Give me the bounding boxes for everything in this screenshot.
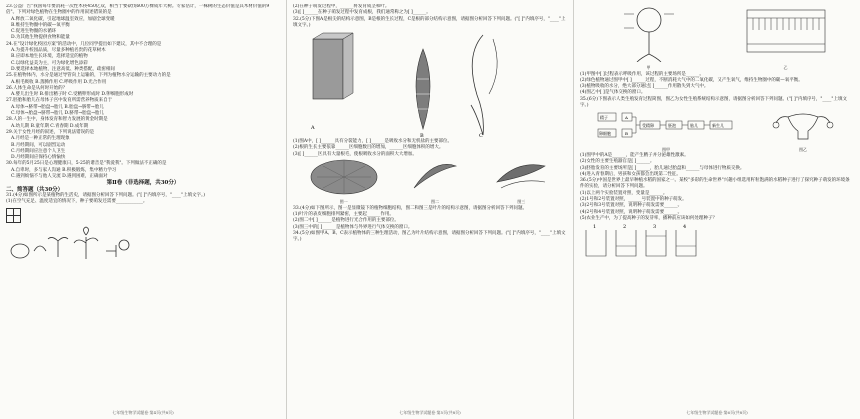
figure-one-caption: 图一 [339, 199, 348, 205]
question-text: 30.每年的5月25日是心理健康日，5·25的谐音是"我爱我"。下列做法不正确的是 [6, 161, 167, 167]
question-text: (2)根的生长主要依靠______区细胞数目的增加，______区细胞体积的增大。 [293, 145, 444, 151]
beaker-4 [676, 224, 696, 256]
flow-fetus: 胎儿 [690, 123, 698, 129]
answer-option: B.应即本地生长环境，选择适宜的植物 [11, 54, 88, 60]
question-text: (1)在空气充足、温度适宜的情况下，种子要萌发还需要____________。 [6, 199, 148, 205]
question-text: 33.(4分)如下图所示，图一是显微镜下的植物细胞结构，图二和图三是叶片的结构示意图，请据图分析回答下列问题。 [293, 205, 528, 211]
exam-page-5 [287, 0, 574, 419]
question-text: 27.胚胎和胎儿在母体子宫中发育所需营养物质来自于 [6, 98, 113, 104]
page-6-questions-top [580, 72, 854, 110]
page-5-questions-middle [293, 139, 567, 158]
page-5-questions-bottom [293, 206, 567, 244]
question-text: 34.(5分)如图甲A、B、C表示植物体的三种生理活动，图乙为叶片结构示意图，请据图分析回答下列问题。("[ ]"内填序号，"____"上填文字。) [293, 230, 566, 243]
figure-three-caption: 图三 [517, 199, 526, 205]
answer-option: A.根毛吸收 B.蒸腾作用 C.呼吸作用 D.光合作用 [11, 79, 107, 85]
page-4-footer: 七年级生物学试题卷·第4页(共8页) [112, 410, 174, 415]
flow-a: A [625, 115, 628, 121]
answer-option: C.月经期间应注意个人卫生 [11, 148, 66, 154]
reproduction-figures [580, 109, 854, 153]
answer-option: C.遇到烦恼不与他人交流 D.遇到困难，正确面对 [11, 174, 108, 180]
beaker-1 [586, 224, 606, 256]
beaker-2 [616, 224, 636, 256]
question-text: 29.关于女性月经的叙述，下列说法错误的是 [6, 129, 95, 135]
question-text: 23.公益广告"我国每年要消耗一次性木筷450亿双，相当于要砍伐600万棵成年大树。专家估计，一株树的生态价值是其木材价值的9倍"。下列对绿色植物在生物圈中的作用叙述错误的是 [6, 4, 270, 16]
answer-option: A.自卑时，多与家人沟通 B.积极锻炼，集中精力学习 [11, 167, 117, 173]
figure-yi [741, 4, 831, 72]
question-text: (2)在种子萌发过程中，______将发育成茎和叶。 [293, 4, 390, 9]
answer-option: A.幼儿期 B.童年期 C.青春期 D.成年期 [11, 123, 89, 129]
question-text: (3)[ ]______在种子萌发过程中发育成根，我们通常称之为[ ]______。 [293, 10, 431, 16]
exam-page-6 [574, 0, 860, 419]
question-text: (3)胚胎发育的主要场所是[ ]______，胎儿通过胎盘和______与母体进行物质交换。 [580, 165, 745, 171]
page-4-questions [6, 4, 280, 206]
plant-processes-figure [604, 4, 694, 62]
answer-option: C.促进生物圈的水循环 [11, 29, 57, 35]
exam-page-4 [0, 0, 287, 419]
leaf-cross-section-figure [410, 158, 460, 196]
beaker-3 [646, 224, 666, 256]
page-5-content [293, 4, 567, 403]
figure-jia-flow-caption: 图甲 [662, 146, 670, 152]
page-6-content [580, 4, 854, 403]
answer-option: A.为提升校园品质，尽量多种植名贵的花草树木 [11, 48, 106, 54]
root-tip-figure [293, 29, 543, 139]
question-text: 26.人体生命是从何时开始的？ [6, 85, 68, 91]
question-text: (1)叶片的表皮细胞排列紧密，主要起______作用。 [293, 211, 394, 217]
fig32-label-b: B [420, 133, 424, 140]
question-text: (2)绿色植物通过图甲中[ ]______过程，不断消耗大气中的二氧化碳，又产生氧气，维持生物圈中的碳—氧平衡。 [580, 77, 803, 83]
beaker-4-label: 4 [683, 224, 687, 231]
fig32-label-c: C [479, 133, 483, 140]
seed-germination-beakers [580, 222, 700, 262]
answer-option: B.月经期间，可以剧烈运动 [11, 142, 66, 148]
beaker-3-label: 3 [653, 224, 657, 231]
question-text: (3)图三中的[ ]______是植物体与外界进行气体交换的窗口。 [293, 224, 413, 230]
fig32-label-a: A [311, 125, 315, 132]
question-text: (5)农业生产中，为了提高种子的发芽率，播种前应该如何处理种子？ [580, 215, 717, 221]
section-heading: 二、简答题（共30分） [6, 186, 64, 193]
reproduction-flowchart [596, 109, 736, 143]
leaf-structure-figure [741, 4, 831, 62]
answer-option: A.月经是一种正常的生理现象 [11, 136, 70, 142]
figure-yi-uterus [768, 109, 838, 153]
question-text: 25.在植物体内，水分是通过导管向上运输的，下列为植物水分运输的主要动力的是 [6, 73, 171, 79]
question-text: (2)图二中[ ]______是植物进行光合作用的主要部位。 [293, 218, 399, 224]
flow-zygote: 受精卵 [642, 123, 654, 129]
figure-jia [604, 4, 694, 72]
figure-one [309, 158, 379, 206]
leaf-figures [293, 158, 567, 206]
figure-two-caption: 图二 [430, 199, 439, 205]
answer-option: C.母体→胎盘→脐带→胎儿 D.脐带→胎盘→胎儿 [11, 111, 104, 117]
figure-jia-flow [596, 109, 736, 153]
flow-blastocyst: 胚泡 [668, 123, 676, 129]
photosynthesis-figures [580, 4, 854, 72]
beaker-1-label: 1 [593, 224, 597, 231]
question-text: 28.人的一生中，身体发育和智力发展的黄金时期是 [6, 117, 108, 123]
question-text: (3)[ ]______区具有大量根毛，使根吸收水分的面积大大增加。 [293, 151, 417, 157]
question-text: 32.(5分)下图A是根尖的结构示意图，B是根的生长过程，C是根的部分结构示意图，请据图分析回答下列问题。("[ ]"内填序号，"____"上填文字。) [293, 16, 566, 28]
answer-option: A.母体→脐带→胎盘→胎儿 B.胎盘→脐带→胎儿 [11, 104, 104, 110]
figure-two [410, 158, 460, 206]
answer-option: D.月经期间应保持心情愉快 [11, 155, 66, 161]
question-text: 36.(5分)中国是世界上最早种植水稻的国家之一。某校"多彩的生命世界"兴趣小组选用籽粒饱满的水稻种子进行了探究种子萌发的环境条件的实验，请分析回答下列问题。 [580, 178, 850, 190]
female-reproductive-figure [768, 109, 838, 143]
page-5-footer: 七年级生物学试题卷·第5页(共8页) [399, 410, 461, 415]
question-text: (3)植物吸收的水分，绝大部分通过[ ]______作用散失到大气中。 [580, 84, 709, 90]
answer-option: C.以绿化益美为主，可为绿化增色添彩 [11, 60, 88, 66]
page-6-footer: 七年级生物学试题卷·第6页(共8页) [686, 410, 748, 415]
question-text: (1)图A中，[ ]______具有分裂能力，[ ]______是吸收水分和无机盐的主要部位。 [293, 139, 453, 145]
answer-option: D.要选择本地植物，注意高低、种类搭配，疏密相间 [11, 66, 115, 72]
stomata-figure [491, 158, 551, 196]
question-text: (2)1号和2号装置对照，______号装置中的种子萌发。 [580, 197, 687, 203]
cell-micrograph-figure [309, 158, 379, 196]
answer-option: A.释放二氧化碳，引起地球温室效应，加剧全球变暖 [11, 16, 115, 22]
question-text: (1)以上两个实验装置对照，变量是______。 [580, 190, 668, 196]
question-text: (4)2号和4号装置对照，说明种子萌发需要______。 [580, 209, 683, 215]
answer-option: B.维持生物圈中的碳—氧平衡 [11, 22, 70, 28]
score-table [6, 208, 21, 223]
question-text: (3)2号和3号装置对照，说明种子萌发需要______。 [580, 203, 683, 209]
figure-yi-caption: 乙 [783, 65, 788, 71]
answer-option: D.为其他生物提供食物和能量 [11, 35, 70, 41]
question-text: (1)甲图中[ ]过程表示呼吸作用，该过程的主要场所是______。 [580, 71, 704, 77]
page-6-questions-bottom [580, 153, 854, 222]
question-text: (2)女性的主要生殖器官是[ ]______。 [580, 159, 655, 165]
question-text: (4)进入青春期后，男孩和女孩都会出现第二性征。 [580, 171, 681, 177]
page-5-questions-top [293, 4, 567, 29]
flow-newborn: 新生儿 [712, 123, 724, 129]
figure-yi-uterus-caption: 图乙 [799, 146, 807, 152]
question-text: (1)图甲中的A是______，能产生精子并分泌雄性激素。 [580, 152, 689, 158]
question-text: (4)图乙中[ ]是气体交换的窗口。 [580, 90, 646, 96]
flow-sperm: 精子 [600, 115, 608, 121]
section-heading: 第Ⅱ卷（非选择题，共30分） [106, 180, 180, 187]
answer-option: A.婴儿出生时 B.排出精子时 C.受精卵形成时 D.卵细胞形成时 [11, 92, 134, 98]
beaker-2-label: 2 [623, 224, 627, 231]
question-text: 24.在"设计绿化校园方案"的活动中，几位同学提出如下建议，其中不合理的是 [6, 41, 162, 47]
plant-lifecycle-figure [6, 225, 136, 265]
page-4-content [6, 4, 280, 403]
question-text: 35.(6分)下图表示人类生殖发育过程简图，图乙为女性生殖系统结构示意图，请据图分析回答下列问题。("[ ]"内填序号，"____"上填文字。) [580, 96, 848, 109]
flow-egg: 卵细胞 [599, 131, 611, 137]
question-text: 31.(4分)如图所示是某植物的生活史，请据图分析回答下列问题。("[ ]"内填序号，"____"上填文字。) [6, 192, 206, 198]
flow-b: B [625, 131, 628, 137]
figure-jia-caption: 甲 [646, 65, 651, 71]
figure-three [491, 158, 551, 206]
